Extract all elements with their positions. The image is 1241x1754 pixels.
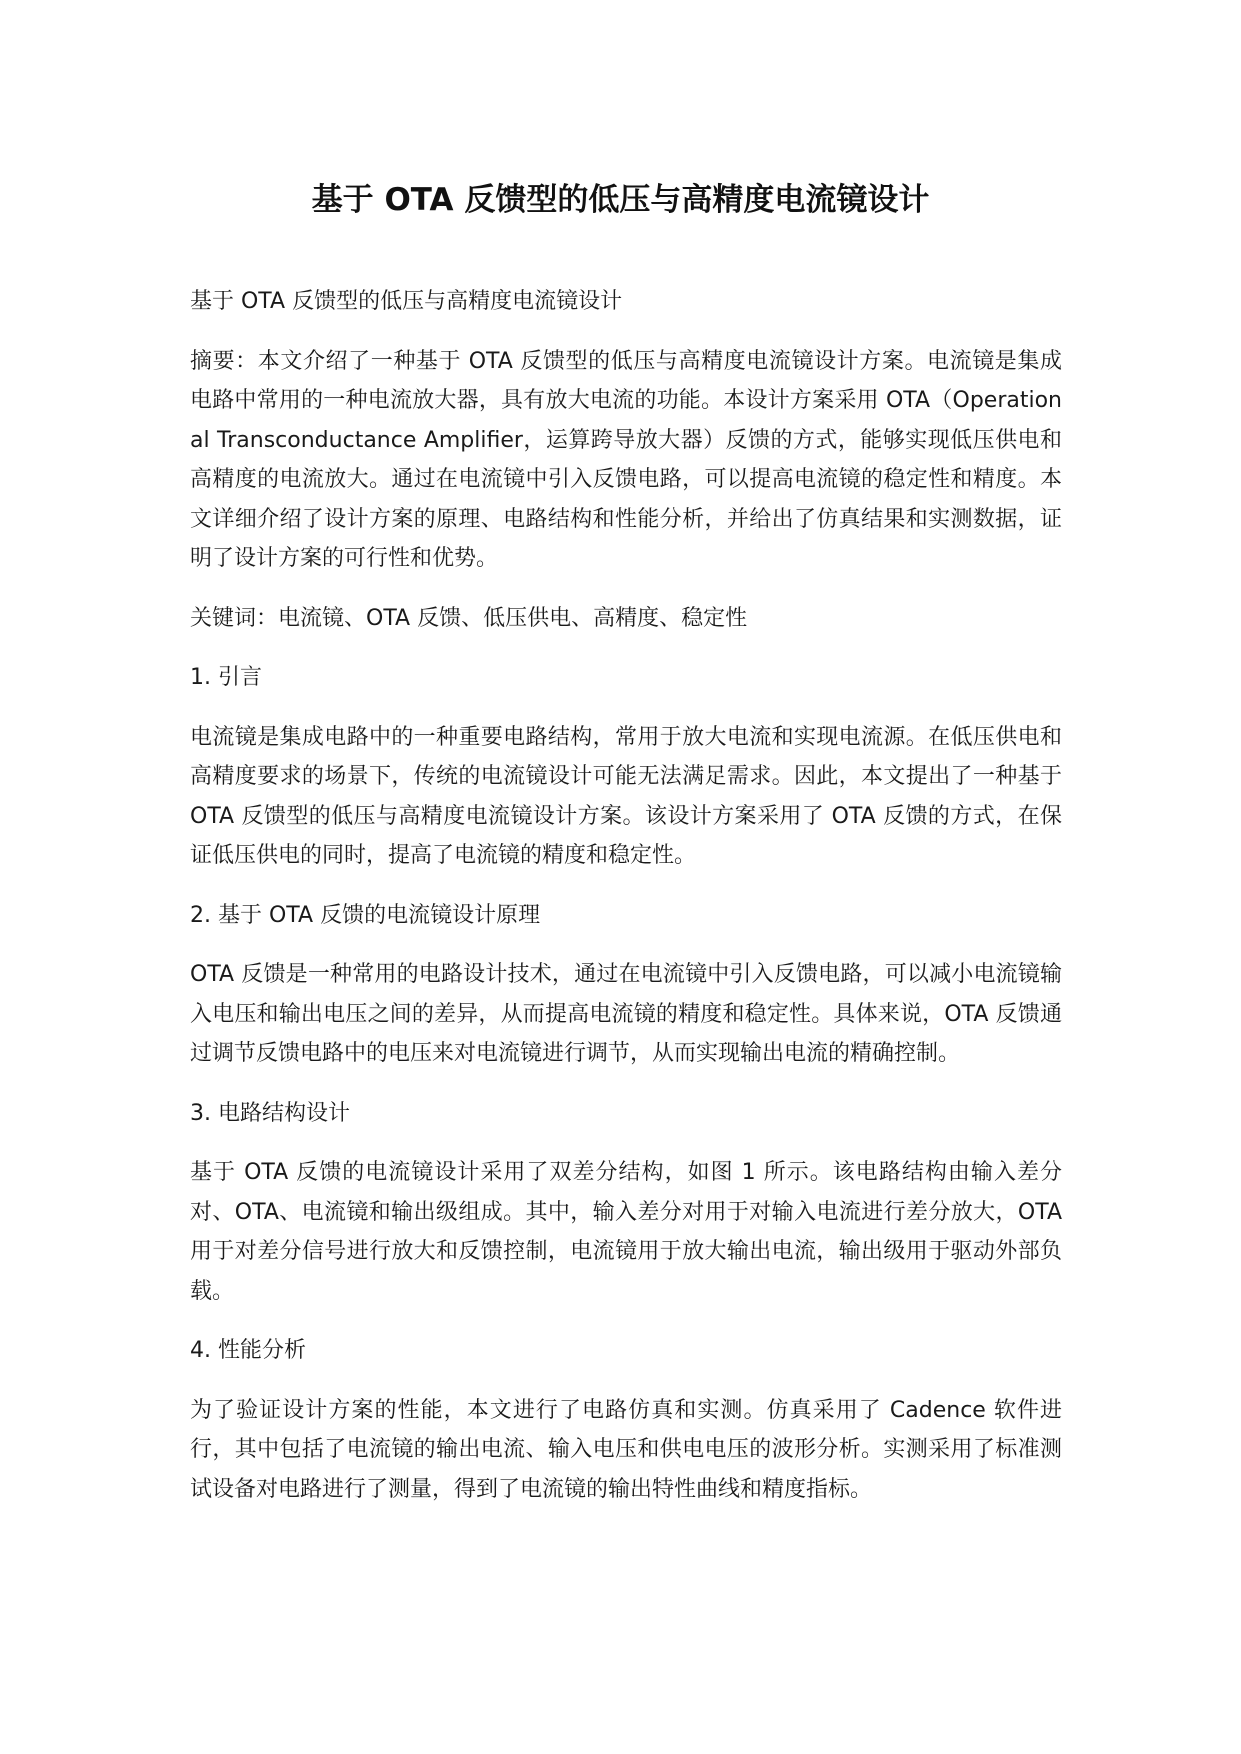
abstract-paragraph: 摘要：本文介绍了一种基于 OTA 反馈型的低压与高精度电流镜设计方案。电流镜是集成电路中常用的一种电流放大器，具有放大电流的功能。本设计方案采用 OTA（Operational Transconductance Amplifier，运算跨导放大器）反馈的方式，能够实现低压供电和高精度的电流放大。通过在电流镜中引入反馈电路，可以提高电流镜的稳定性和精度。本文详细介绍了设计方案的原理、电路结构和性能分析，并给出了仿真结果和实测数据，证明了设计方案的可行性和优势。 <box>190 348 1062 571</box>
section-body-introduction: 电流镜是集成电路中的一种重要电路结构，常用于放大电流和实现电流源。在低压供电和高精度要求的场景下，传统的电流镜设计可能无法满足需求。因此，本文提出了一种基于 OTA 反馈型的低压与高精度电流镜设计方案。该设计方案采用了 OTA 反馈的方式，在保证低压供电的同时，提高了电流镜的精度和稳定性。 <box>190 724 1062 868</box>
section-body-circuit-structure: 基于 OTA 反馈的电流镜设计采用了双差分结构，如图 1 所示。该电路结构由输入差分对、OTA、电流镜和输出级组成。其中，输入差分对用于对输入电流进行差分放大，OTA 用于对差分信号进行放大和反馈控制，电流镜用于放大输出电流，输出级用于驱动外部负载。 <box>190 1160 1062 1304</box>
document-title: 基于 OTA 反馈型的低压与高精度电流镜设计 <box>311 182 930 218</box>
section-body-principle: OTA 反馈是一种常用的电路设计技术，通过在电流镜中引入反馈电路，可以减小电流镜输入电压和输出电压之间的差异，从而提高电流镜的精度和稳定性。具体来说，OTA 反馈通过调节反馈电路中的电压来对电流镜进行调节，从而实现输出电流的精确控制。 <box>190 962 1062 1066</box>
keywords-line: 关键词：电流镜、OTA 反馈、低压供电、高精度、稳定性 <box>190 605 748 631</box>
section-heading-performance: 4. 性能分析 <box>190 1338 306 1363</box>
section-body-performance: 为了验证设计方案的性能，本文进行了电路仿真和实测。仿真采用了 Cadence 软件进行，其中包括了电流镜的输出电流、输入电压和供电电压的波形分析。实测采用了标准测试设备对电路进行了测量，得到了电流镜的输出特性曲线和精度指标。 <box>190 1397 1062 1502</box>
section-heading-circuit-structure: 3. 电路结构设计 <box>190 1100 350 1126</box>
document-body <box>190 282 1062 1529</box>
section-heading-introduction: 1. 引言 <box>190 665 262 690</box>
document-subtitle: 基于 OTA 反馈型的低压与高精度电流镜设计 <box>190 289 623 314</box>
section-heading-principle: 2. 基于 OTA 反馈的电流镜设计原理 <box>190 902 541 928</box>
